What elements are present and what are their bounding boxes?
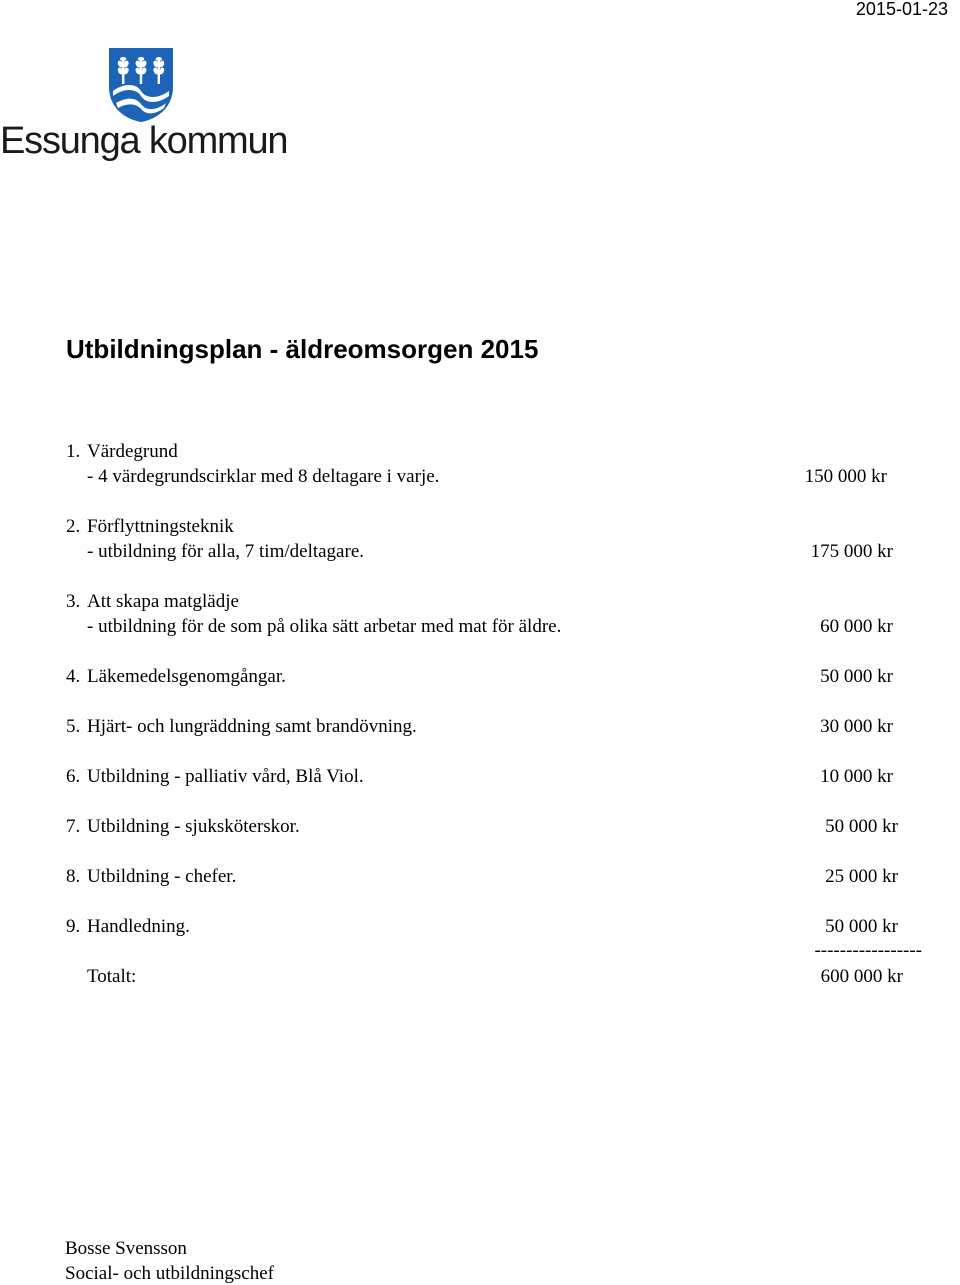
item-6-number: 6. — [66, 766, 81, 787]
item-9-title: Handledning. — [87, 916, 190, 937]
item-4-amount: 50 000 kr — [820, 666, 893, 687]
signature-name: Bosse Svensson — [65, 1238, 187, 1259]
total-separator: ----------------- — [814, 940, 922, 961]
page-title: Utbildningsplan - äldreomsorgen 2015 — [66, 334, 539, 364]
item-6-amount: 10 000 kr — [820, 766, 893, 787]
signature-role: Social- och utbildningschef — [65, 1263, 274, 1284]
item-7-amount: 50 000 kr — [825, 816, 898, 837]
item-8-number: 8. — [66, 866, 81, 887]
item-1-detail: - 4 värdegrundscirklar med 8 deltagare i varje. — [87, 466, 440, 487]
item-7-number: 7. — [66, 816, 81, 837]
item-8-title: Utbildning - chefer. — [87, 866, 237, 887]
item-3-detail: - utbildning för de som på olika sätt arbetar med mat för äldre. — [87, 616, 562, 637]
document-date: 2015-01-23 — [855, 0, 948, 19]
item-7-title: Utbildning - sjuksköterskor. — [87, 816, 300, 837]
item-9-number: 9. — [66, 916, 81, 937]
item-2-title: Förflyttningsteknik — [87, 516, 234, 537]
item-4-title: Läkemedelsgenomgångar. — [87, 666, 286, 687]
item-5-amount: 30 000 kr — [820, 716, 893, 737]
municipality-crest-logo — [108, 47, 174, 123]
item-2-amount: 175 000 kr — [810, 541, 893, 562]
item-5-number: 5. — [66, 716, 81, 737]
item-3-number: 3. — [66, 591, 81, 612]
item-2-detail: - utbildning för alla, 7 tim/deltagare. — [87, 541, 365, 562]
total-label: Totalt: — [87, 966, 137, 987]
item-8-amount: 25 000 kr — [825, 866, 898, 887]
item-1-number: 1. — [66, 441, 81, 462]
item-6-title: Utbildning - palliativ vård, Blå Viol. — [87, 766, 364, 787]
item-4-number: 4. — [66, 666, 81, 687]
item-1-amount: 150 000 kr — [804, 466, 887, 487]
total-amount: 600 000 kr — [820, 966, 903, 987]
item-9-amount: 50 000 kr — [825, 916, 898, 937]
municipality-wordmark: Essunga kommun — [0, 120, 288, 162]
item-5-title: Hjärt- och lungräddning samt brandövning. — [87, 716, 417, 737]
item-1-title: Värdegrund — [87, 441, 178, 462]
item-2-number: 2. — [66, 516, 81, 537]
item-3-amount: 60 000 kr — [820, 616, 893, 637]
item-3-title: Att skapa matglädje — [87, 591, 239, 612]
